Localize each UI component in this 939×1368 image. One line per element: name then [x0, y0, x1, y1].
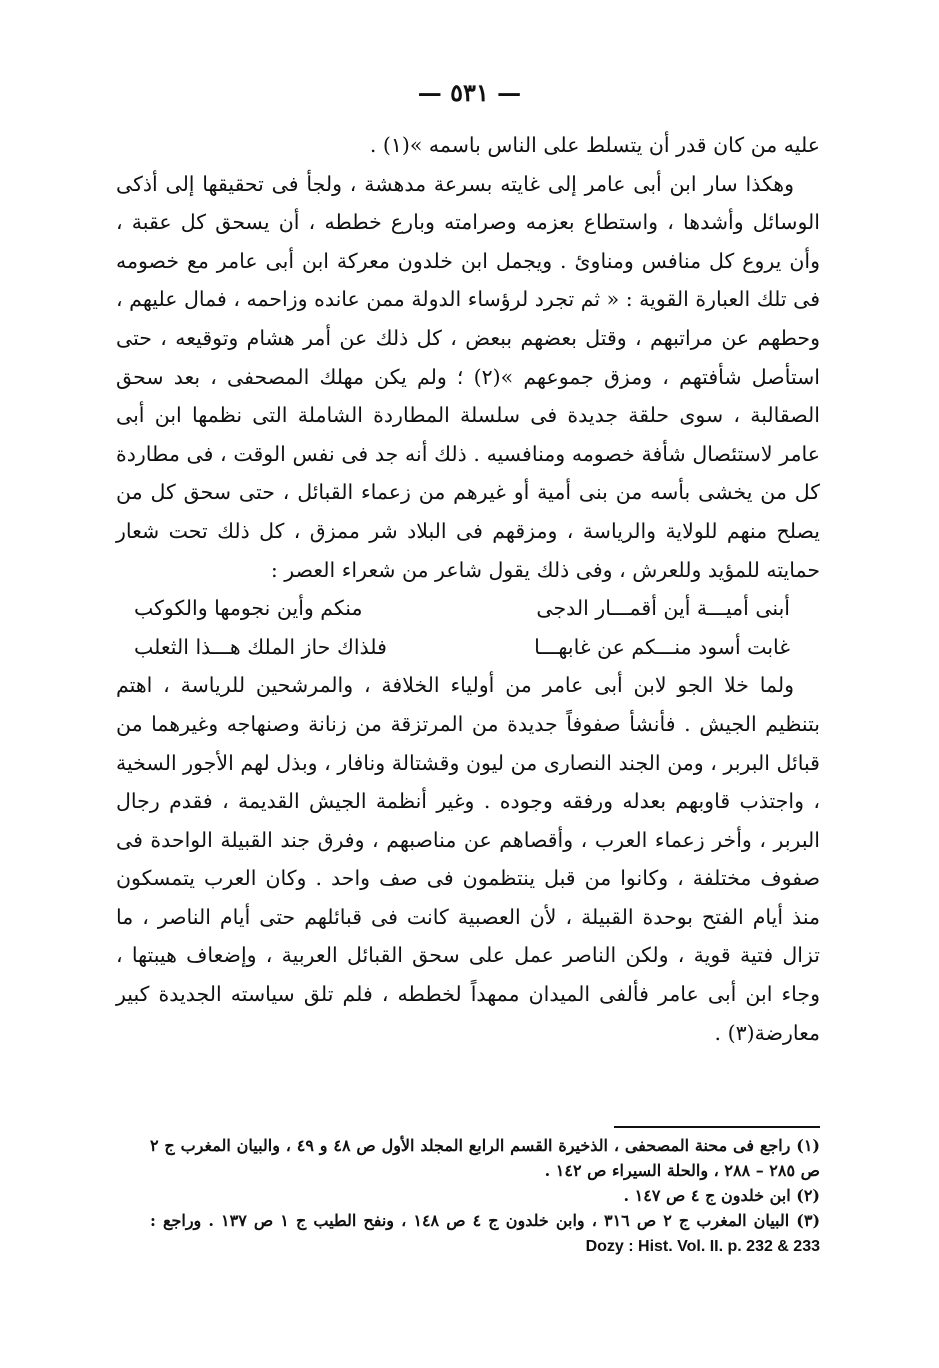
verse-2-first-hemistich: غابت أسود منـــكم عن غابهـــا: [534, 634, 790, 659]
verse-2-second-hemistich: فلذاك حاز الملك هـــذا الثعلب: [134, 634, 387, 659]
main-text: [116, 126, 820, 1052]
footnote-3-text: (٣) البيان المغرب ج ٢ ص ٣١٦ ، وابن خلدون ج ٤ ص ١٤٨ ، ونفح الطيب ج ١ ص ١٣٧ . وراجع :: [150, 1211, 821, 1230]
verse-1-first-hemistich: أبنى أميـــة أين أقمـــار الدجى: [536, 596, 790, 621]
poem: [116, 589, 820, 666]
paragraph-3: ولما خلا الجو لابن أبى عامر من أولياء الخلافة ، والمرشحين للرياسة ، اهتم بتنظيم الجيش . فأنشأ صفوفاً جديدة من المرتزقة من زنانة وصنهاجه وغيرهما من قبائل البربر ، ومن الجند النصارى من ليون وقشتالة ونافار ، وبذل لهم الأجور السخية ، واجتذب قاوبهم بعدله ورفقه وجوده . وغير أنظمة الجيش القديمة ، فقدم رجال البربر ، وأخر زعماء العرب ، وأقصاهم عن مناصبهم ، وفرق جند القبيلة الواحدة فى صفوف مختلفة ، وكانوا من قبل ينتظمون فى صف واحد . وكان العرب يتمسكون منذ أيام الفتح بوحدة القبيلة ، لأن العصبية كانت فى قبائلهم حتى أيام الناصر ، ما تزال فتية قوية ، ولكن الناصر عمل على سحق القبائل العربية ، وإضعاف هيبتها ، وجاء ابن أبى عامر فألفى الميدان ممهداً لخططه ، فلم تلق سياسته الجديدة كبير معارضة(٣) .: [116, 673, 820, 1045]
footnote-2: (٢) ابن خلدون ج ٤ ص ١٤٧ .: [623, 1186, 820, 1205]
footnotes: [150, 1133, 820, 1259]
paragraph-2: وهكذا سار ابن أبى عامر إلى غايته بسرعة مدهشة ، ولجأ فى تحقيقها إلى أذكى الوسائل وأشدها ، واستطاع بعزمه وصرامته وبارع خططه ، أن يسحق كل عقبة ، وأن يروع كل منافس ومناوئ . ويجمل ابن خلدون معركة ابن أبى عامر مع خصومه فى تلك العبارة القوية : « ثم تجرد لرؤساء الدولة ممن عانده وزاحمه ، فمال عليهم ، وحطهم عن مراتبهم ، وقتل بعضهم ببعض ، كل ذلك عن أمر هشام وتوقيعه ، حتى استأصل شأفتهم ، ومزق جموعهم »(٢) ؛ ولم يكن مهلك المصحفى ، بعد سحق الصقالبة ، سوى حلقة جديدة فى سلسلة المطاردة الشاملة التى نظمها ابن أبى عامر لاستئصال شأفة خصومه ومنافسيه . ذلك أنه جد فى نفس الوقت ، فى مطاردة كل من يخشى بأسه من بنى أمية أو غيرهم من زعماء القبائل ، حتى سحق كل من يصلح منهم للولاية والرياسة ، ومزقهم فى البلاد شر ممزق ، كل ذلك تحت شعار حمايته للمؤيد وللعرش ، وفى ذلك يقول شاعر من شعراء العصر :: [116, 171, 820, 582]
poem-verse-2: [116, 628, 820, 667]
footnote-3: [150, 1208, 820, 1259]
footnote-divider: [614, 1126, 820, 1128]
page-number: — ٥٣١ —: [417, 78, 522, 107]
verse-1-second-hemistich: منكم وأين نجومها والكوكب: [134, 596, 363, 621]
footnote-3-latin-citation: Dozy : Hist. Vol. II. p. 232 & 233: [585, 1238, 820, 1255]
poem-verse-1: [116, 589, 820, 628]
paragraph-1: عليه من كان قدر أن يتسلط على الناس باسمه »(١) .: [369, 133, 820, 157]
footnote-1: (١) راجع فى محنة المصحفى ، الذخيرة القسم الرابع المجلد الأول ص ٤٨ و ٤٩ ، والبيان المغرب ج ٢ ص ٢٨٥ – ٢٨٨ ، والحلة السيراء ص ١٤٢ .: [150, 1136, 820, 1180]
